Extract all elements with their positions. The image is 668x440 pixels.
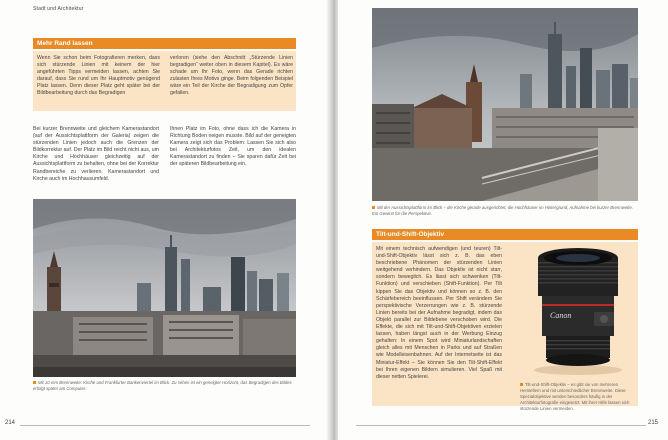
page-number: 215	[648, 420, 659, 426]
body-text-col2: Ihnen Platz im Foto, ohne dass ich die Kamera in Richtung Boden neigen musste. Bild auf der geneigten Kamera zeigt sich das Problem: Lassen Sie sich also bei Architekturfotos Zeit, um den idealen Kamerastandort zu finden – Sie sparen dafür Zeit bei der späteren Bildbearbeitung ein.	[170, 126, 296, 168]
info-box-text-col2: verloren (siehe den Abschnitt „Stürzende Linien begradigen“ weiter oben in diesem Kapitel). Es wäre schade um Ihr Foto, wenn das Gerade richten zulasten Ihres Motivs ginge. Beim folgenden Beispiel wäre ein Teil der Kirche der Begradigung zum Opfer gefallen.	[170, 55, 293, 97]
plaza-illustration	[372, 8, 638, 201]
lens-illustration	[520, 246, 634, 378]
caption-marker-icon	[520, 383, 523, 386]
section-title: Tilt-und-Shift-Objektiv	[376, 231, 445, 238]
caption-marker-icon	[33, 381, 36, 384]
footer-rule	[356, 425, 646, 426]
info-box-body-text: Mit einem technisch aufwendigen (und teuren) Tilt-und-Shift-Objektiv lässt sich z. B. das eben beschriebene Phänomen der stürzenden Linien weitgehend verhindern. Das Objektiv ist nicht starr, sondern beweglich. Es lässt sich schwenken (Tilt-Funktion) und verschieben (Shift-Funktion). Per Tilt kippen Sie das Objektiv und können so z. B. den Schärfebereich beeinflussen. Per Shift verändern Sie perspektivische Verzerrungen wie z. B. stürzende Linien bereits bei der Aufnahme begradigt, indem das Objekt parallel zur Bildebene verschoben wird. Die Effekte, die sich mit Tilt-und-Shift-Objektiven erzielen lassen, haben längst auch in der Werbung Einzug gehalten: In einem Spot wird Miniaturlandschaften gleich alles mit Menschen in Parks und auf Straßen wie Modelleisenbahnen. Auf der Internetseite ist das Miniatur-Effekt – Sie können Sie den Tilt-Shift-Effekt bei Ihren eigenen Bildern simulieren. Viel Spaß mit dieser netten Spielerei.	[376, 246, 502, 380]
photo-caption: Mit 10 mm Brennweite: Kirche und Frankfurter Bankenviertel im Blick. Zu sehen ist ein geneigter Horizont, das Begradigen des Bildes erfolgt später am Computer.	[33, 380, 292, 391]
info-box-text-col1: Wenn Sie schon beim Fotografieren merken, dass sich stürzende Linien mit keinem der hier angeführten Tipps vermeiden lassen, achten Sie darauf, dass Sie rund um Ihr Hauptmotiv genügend Platz lassen. Denn dieser Platz geht später bei der Bildbearbeitung durch das Begradigen	[37, 55, 160, 97]
footer-rule	[20, 425, 310, 426]
top-photo-caption: Mit der Aussichtsplattform im Blick – die Kirche gerade ausgerichtet, die Hochhäuser im Hintergrund, Aufnahme bei kurzer Brennweite. Ein Gewinn für die Perspektive.	[372, 205, 633, 216]
running-head: Stadt und Architektur	[33, 6, 84, 12]
lens-caption: Tilt-und-Shift-Objektiv – es gibt sie von mehreren Herstellern und mit unterschiedlicher Brennweite. Diese Spezialobjektive werden besonders häufig in der Architekturfotografie eingesetzt. Mit ihrer Hilfe lassen sich stürzende Linien vermeiden.	[520, 382, 630, 411]
left-page	[0, 0, 330, 440]
body-text-col1: Bei kurzer Brennweite und gleichem Kamerastandort (auf der Aussichtsplattform der Galeria) zeigen die stürzenden Linien jedoch auch die Grenzen der Bildkorrektur auf. Der Platz im Bild reicht nicht aus, um Kirche und Hochhäuser gleichzeitig auf der Aussichtsplattform zu behalten, ohne bei der Korrektur Randbereiche zu verlieren. Kamerastandort und Kirche auch im Hochhausumfeld.	[33, 126, 159, 182]
tilt-shift-lens-photo	[520, 246, 634, 378]
section-title: Mehr Rand lassen	[37, 40, 93, 47]
page-number: 214	[5, 420, 16, 426]
right-page	[338, 0, 668, 440]
frankfurt-plaza-photo	[372, 8, 638, 201]
caption-marker-icon	[372, 206, 375, 209]
frankfurt-skyline-photo	[33, 199, 296, 377]
lens-brand-label: Canon	[550, 311, 572, 320]
skyline-illustration	[33, 199, 296, 377]
